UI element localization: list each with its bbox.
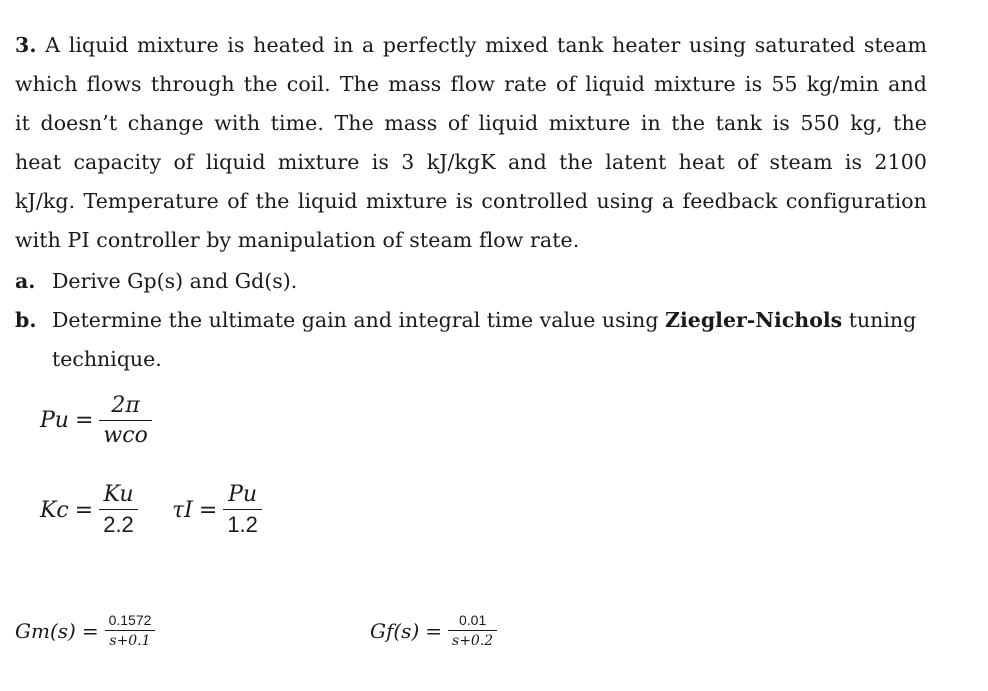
equation-kc-lhs: Kc [40, 497, 69, 523]
part-b-text: Determine the ultimate gain and integral time value using Ziegler-Nichols tuning technique. [52, 308, 917, 371]
equation-kc-denominator: 2.2 [103, 512, 134, 537]
problem-line-1: 3. A liquid mixture is heated in a perfectly mixed tank heater using saturated steam [15, 33, 927, 57]
problem-line-5: kJ/kg. Temperature of the liquid mixture is controlled using a feedback configuration [15, 189, 927, 213]
equation-gm-denominator: s+0.1 [109, 633, 151, 649]
part-a-text: Derive Gp(s) and Gd(s). [52, 269, 298, 293]
part-b-bold: Ziegler-Nichols [665, 308, 843, 332]
problem-statement [15, 26, 927, 260]
equation-kc: Kc = $\frac{Ku}{2.2}$ [40, 482, 138, 538]
problem-number: 3. [15, 33, 37, 57]
equation-gf-lhs: Gf(s) [370, 618, 420, 643]
equation-gm-lhs: Gm(s) [15, 618, 76, 643]
part-b [15, 301, 935, 379]
part-a [15, 262, 935, 301]
equation-gf-numerator: 0.01 [448, 612, 497, 631]
equation-gm: Gm(s) = $\frac{0.1572}{s+0.1}$ [15, 612, 155, 649]
part-a-label: a. [15, 269, 36, 293]
problem-line-3: it doesn’t change with time. The mass of liquid mixture in the tank is 550 kg, the [15, 111, 927, 135]
equation-tau-i: τI = $\frac{Pu}{1.2}$ [172, 482, 262, 538]
problem-line-6: with PI controller by manipulation of steam flow rate. [15, 228, 580, 252]
equation-tau-i-numerator: Pu [223, 482, 262, 510]
equation-pu-numerator: 2π [99, 393, 151, 421]
equation-gm-numerator: 0.1572 [105, 612, 156, 631]
equation-pu-lhs: Pu [40, 408, 69, 433]
problem-line-2: which flows through the coil. The mass flow rate of liquid mixture is 55 kg/min and [15, 72, 927, 96]
question-parts [15, 262, 935, 379]
equation-kc-numerator: Ku [99, 482, 138, 510]
problem-line-4: heat capacity of liquid mixture is 3 kJ/kgK and the latent heat of steam is 2100 [15, 150, 927, 174]
equation-pu: Pu = $\frac{2\pi}{\text{wco}}$ [40, 393, 152, 448]
equation-gf-denominator: s+0.2 [452, 633, 494, 649]
part-b-label: b. [15, 308, 37, 332]
equation-tau-i-denominator: 1.2 [227, 512, 258, 537]
equation-tau-i-lhs: τI [172, 497, 193, 523]
equation-gf: Gf(s) = $\frac{0.01}{s+0.2}$ [370, 612, 497, 649]
equation-pu-denominator: wco [103, 423, 148, 448]
